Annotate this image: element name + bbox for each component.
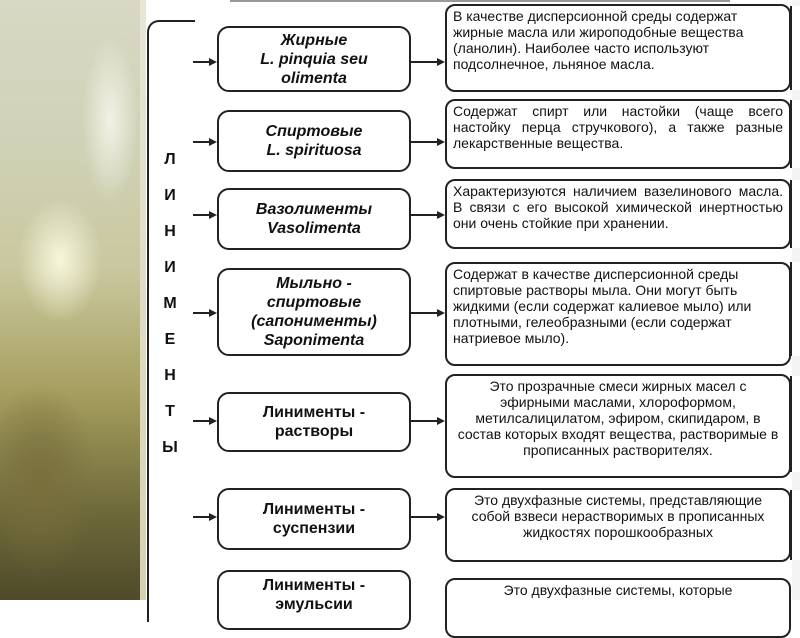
- category-name-line: эмульсии: [275, 596, 353, 613]
- vertical-letter: Л: [164, 151, 176, 168]
- connector-line: [411, 141, 437, 143]
- connector-line: [193, 420, 209, 422]
- offscreen-box-edge: [790, 376, 800, 472]
- connector-line: [193, 214, 209, 216]
- category-name-line: растворы: [274, 423, 354, 440]
- vertical-letter: Ы: [162, 439, 178, 456]
- vertical-letter: Н: [164, 367, 176, 384]
- category-name-line: Вазолименты: [255, 201, 373, 218]
- offscreen-box-edge: [790, 6, 800, 90]
- description-box: В качестве дисперсионной среды содержат жирные масла или жироподобные вещества (ланолин). Наиболее часто используют подсолнечное, льняное масла.: [445, 4, 791, 92]
- description-box: Содержат в качестве дисперсионной среды спиртовые растворы мыла. Они могут быть жидкими (если содержат калиевое мыло) или плотными, гелеобразными (если содержат натриевое мыло).: [445, 262, 791, 366]
- background-photo: [0, 0, 145, 600]
- description-box: Характеризуются наличием вазелинового масла. В связи с его высокой химической инертностью они очень стойкие при хранении.: [445, 179, 791, 249]
- offscreen-box-edge: [790, 490, 800, 560]
- vertical-letter: И: [164, 187, 176, 204]
- arrow-icon: [437, 513, 445, 521]
- arrow-icon: [209, 309, 217, 317]
- arrow-icon: [437, 417, 445, 425]
- vertical-letter: М: [163, 295, 177, 312]
- arrow-icon: [209, 513, 217, 521]
- connector-line: [411, 312, 437, 314]
- description-box: Содержат спирт или настойки (чаще всего настойку перца стручкового), а также разные лекарственные вещества.: [445, 99, 791, 169]
- vertical-title: [147, 142, 193, 466]
- connector-line: [193, 312, 209, 314]
- category-box-spirit: [217, 110, 411, 172]
- category-box-vasolimenta: [217, 188, 411, 250]
- arrow-icon: [437, 58, 445, 66]
- connector-line: [411, 61, 437, 63]
- category-name-line: Линименты -: [262, 404, 366, 421]
- connector-line: [411, 420, 437, 422]
- arrow-icon: [209, 58, 217, 66]
- category-box-suspensions: [217, 488, 411, 550]
- vertical-letter: Т: [165, 403, 175, 420]
- category-name-line: L. spirituosa: [266, 142, 362, 159]
- category-name-line: Линименты -: [262, 577, 366, 594]
- description-box: Это прозрачные смеси жирных масел с эфирными маслами, хлороформом, метилсалицилатом, эфиром, скипидаром, в состав которых входят вещества, растворимые в прописанных растворителях.: [445, 374, 791, 478]
- category-name-line: Спиртовые: [265, 123, 363, 140]
- arrow-icon: [437, 309, 445, 317]
- offscreen-box-edge: [790, 262, 800, 356]
- offscreen-box-edge: [790, 100, 800, 168]
- category-box-solutions: [217, 392, 411, 452]
- photo-edge: [140, 0, 146, 600]
- category-name-line: L. pinquia seu: [260, 50, 368, 68]
- category-name-line: спиртовые: [266, 294, 362, 311]
- category-box-saponimenta: [217, 268, 411, 356]
- category-name-line: Vasolimenta: [267, 220, 361, 237]
- category-name-line: Жирные: [280, 31, 348, 49]
- category-name-line: olimenta: [281, 69, 347, 87]
- arrow-icon: [209, 211, 217, 219]
- arrow-icon: [437, 211, 445, 219]
- category-box-emulsions: [217, 570, 411, 630]
- connector-line: [193, 141, 209, 143]
- connector-line: [411, 214, 437, 216]
- vertical-letter: Н: [164, 223, 176, 240]
- arrow-icon: [437, 138, 445, 146]
- category-name-line: Мыльно -: [276, 275, 352, 292]
- offscreen-box-edge: [790, 180, 800, 248]
- category-box-fatty: [217, 26, 411, 92]
- description-box: Это двухфазные системы, которые: [445, 578, 791, 638]
- connector-line: [193, 61, 209, 63]
- vertical-letter: Е: [164, 331, 176, 348]
- connector-line: [411, 516, 437, 518]
- vertical-letter: И: [164, 259, 176, 276]
- arrow-icon: [209, 138, 217, 146]
- category-name-line: Линименты -: [262, 501, 366, 518]
- description-box: Это двухфазные системы, представляющие собой взвеси нерастворимых в прописанных жидкостях порошкообразных: [445, 488, 791, 562]
- category-name-line: (сапонименты): [251, 313, 377, 330]
- arrow-icon: [209, 417, 217, 425]
- category-name-line: суспензии: [272, 520, 356, 537]
- connector-line: [193, 516, 209, 518]
- category-name-line: Saponimenta: [263, 332, 365, 349]
- top-title-edge: [230, 0, 730, 2]
